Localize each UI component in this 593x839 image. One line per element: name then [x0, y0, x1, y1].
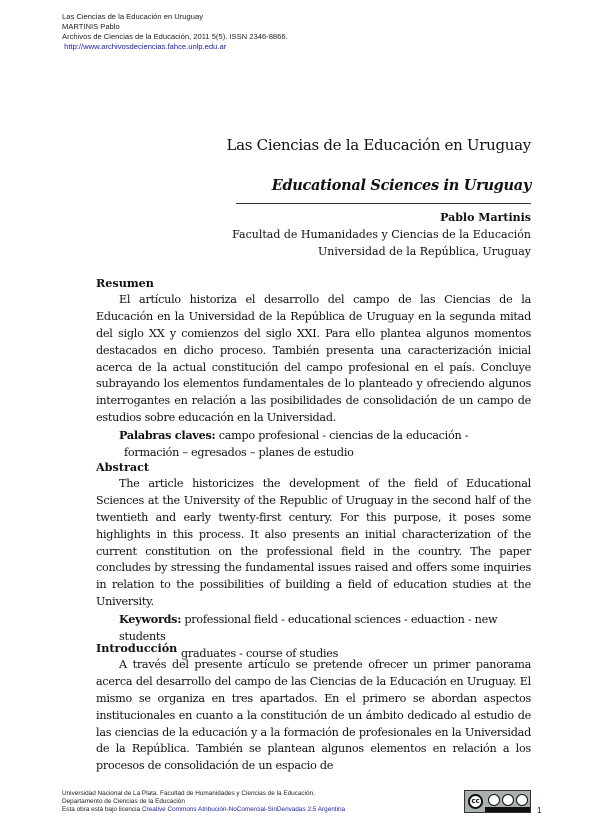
- footer-license-link[interactable]: Creative Commons Atribución-NoComercial-SinDerivadas 2.5 Argentina: [141, 806, 346, 813]
- abstract-section: [96, 459, 531, 663]
- cc-logo-icon: cc: [468, 794, 483, 809]
- author-affiliation-2: Universidad de la República, Uruguay: [318, 245, 531, 258]
- resumen-keywords-label: Palabras claves:: [119, 428, 216, 443]
- page-subtitle: Educational Sciences in Uruguay: [271, 177, 531, 194]
- intro-body: A través del presente artículo se pretende ofrecer un primer panorama acerca del desarrollo del campo de las Ciencias de la Educación en Uruguay. El mismo se organiza en tres apartados. En el primero se abordan aspectos institucionales en cuanto a la constitución de un ámbito dedicado al estudio de las ciencias de la educación y a la formación de profesionales en la Universidad de la República. También se plantean algunos elementos en relación a los procesos de consolidación de un espacio de: [96, 657, 531, 773]
- by-icon: [488, 794, 500, 806]
- footer-department: Departamento de Ciencias de la Educación: [62, 798, 185, 805]
- running-header: [62, 12, 288, 52]
- page-number: 1: [537, 806, 542, 815]
- resumen-body: El artículo historiza el desarrollo del campo de las Ciencias de la Educación en la Universidad de la República de Uruguay en la segunda mitad del siglo XX y comienzos del siglo XXI. Para ello plantea algunos momentos destacados en dicho proceso. También presenta una caracterización inicial acerca de la actual constitución del campo profesional en el país. Concluye subrayando los elementos fundamentales de lo planteado y ofreciendo algunos interrogantes en relación a las posibilidades de consolidación de un campo de estudios sobre educación en la Universidad.: [96, 292, 531, 425]
- abstract-body: The article historicizes the development of the field of Educational Sciences at the University of the Republic of Uruguay in the second half of the twentieth and early twenty-first century. For this purpose, it poses some highlights in this process. It also presents an initial characterization of the current constitution on the professional field in the country. The paper concludes by stressing the fundamental issues raised and offers some inquiries in relation to the possibilities of building a field of education studies at the University.: [96, 476, 531, 609]
- abstract-keywords-label: Keywords:: [119, 612, 182, 627]
- header-author: MARTINIS Pablo: [62, 22, 120, 31]
- cc-by-nc-nd-icon[interactable]: [464, 790, 531, 813]
- noderivatives-icon: [516, 794, 528, 806]
- header-url-link[interactable]: http://www.archivosdeciencias.fahce.unlp.edu.ar: [64, 42, 227, 51]
- resumen-keywords: [119, 427, 531, 445]
- footer-license-prefix: Esta obra está bajo licencia: [62, 806, 142, 813]
- page-title: Las Ciencias de la Educación en Uruguay: [226, 136, 531, 154]
- resumen-keywords-line2: formación – egresados – planes de estudio: [124, 446, 354, 460]
- resumen-keywords-line1: campo profesional - ciencias de la educación -: [215, 429, 469, 443]
- noncommercial-icon: [502, 794, 514, 806]
- header-title: Las Ciencias de la Educación en Uruguay: [62, 12, 203, 21]
- header-journal: Archivos de Ciencias de la Educación, 2011 5(5). ISSN 2346-8866.: [62, 32, 288, 41]
- page-footer: [62, 790, 345, 814]
- abstract-keywords-line1: professional field - educational sciences - eduaction - new students: [119, 613, 498, 644]
- footer-institution: Universidad Nacional de La Plata. Facultad de Humanidades y Ciencias de la Educación.: [62, 790, 315, 797]
- cc-badge-strip: [485, 807, 530, 812]
- author-affiliation-1: Facultad de Humanidades y Ciencias de la Educación: [232, 228, 531, 241]
- author-name: Pablo Martinis: [440, 211, 531, 224]
- author-block: [232, 209, 531, 260]
- title-divider: [236, 203, 531, 204]
- intro-heading: Introducción: [96, 641, 178, 655]
- resumen-heading: Resumen: [96, 276, 154, 290]
- resumen-section: [96, 275, 531, 462]
- intro-section: [96, 640, 531, 775]
- abstract-heading: Abstract: [96, 460, 150, 474]
- abstract-keywords-line2: graduates - course of studies: [181, 646, 339, 660]
